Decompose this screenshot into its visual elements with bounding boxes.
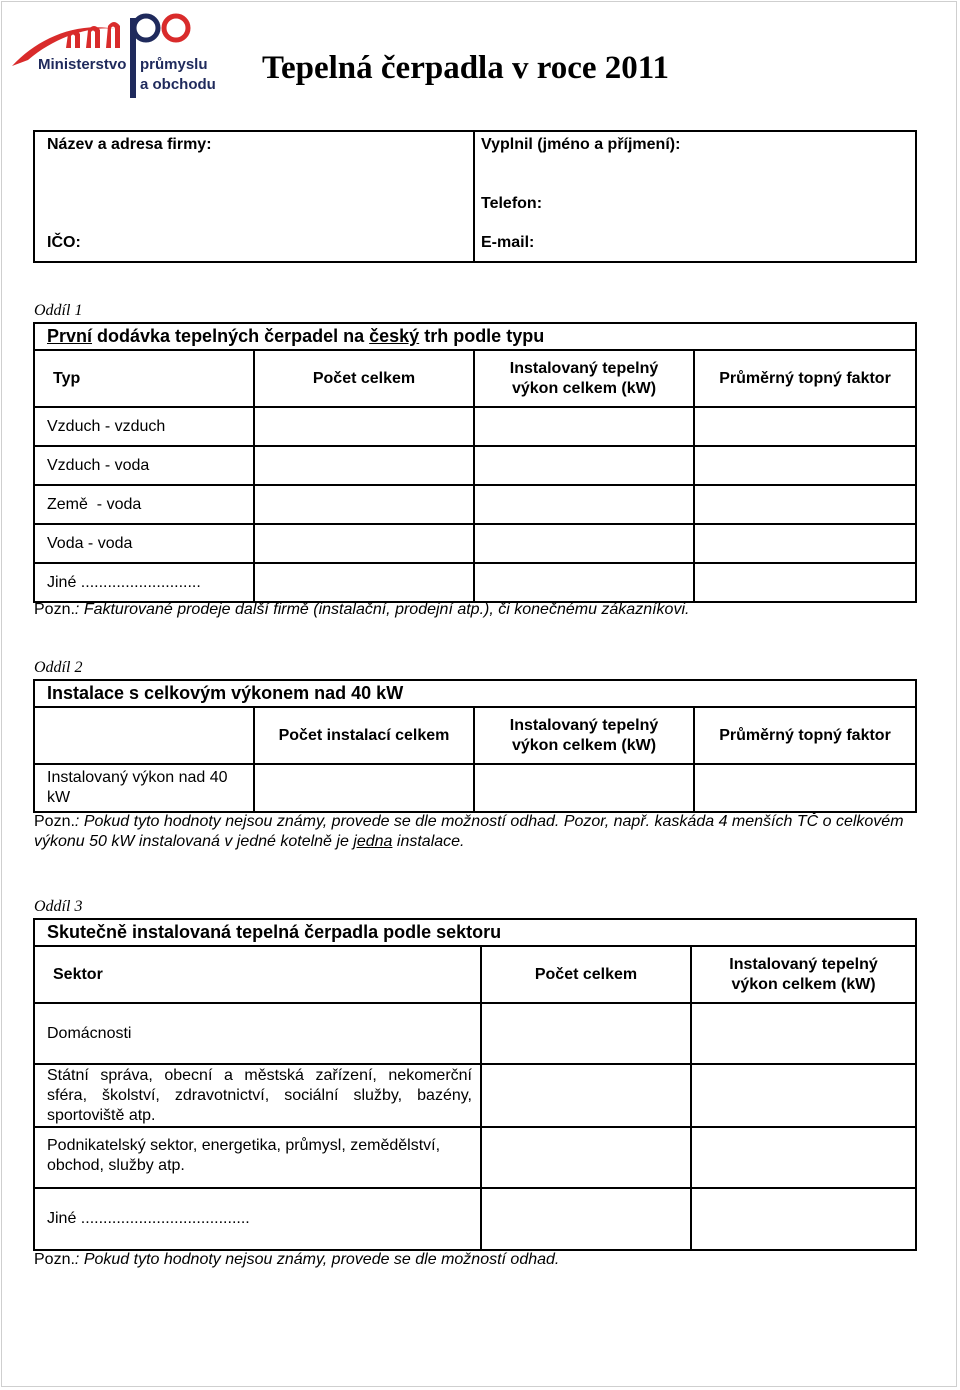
logo-text-line2: průmyslu bbox=[140, 56, 208, 73]
s1-input-factor[interactable] bbox=[694, 524, 916, 563]
s1-input-count[interactable] bbox=[254, 485, 474, 524]
s1-header-power: Instalovaný tepelný výkon celkem (kW) bbox=[474, 350, 694, 407]
section3-title: Skutečně instalovaná tepelná čerpadla podle sektoru bbox=[34, 919, 916, 946]
s1-input-power[interactable] bbox=[474, 524, 694, 563]
s1-input-power[interactable] bbox=[474, 407, 694, 446]
s2-input-factor[interactable] bbox=[694, 764, 916, 812]
section3-table bbox=[33, 918, 917, 1251]
s1-row-label: Jiné ........................... bbox=[34, 563, 254, 602]
logo-text-line3: a obchodu bbox=[140, 76, 216, 93]
s2-header-empty bbox=[34, 707, 254, 764]
section1-note: Pozn.: Fakturované prodeje další firmě (instalační, prodejní atp.), či konečnému zákazníkovi. bbox=[34, 601, 690, 618]
section3-note: Pozn.: Pokud tyto hodnoty nejsou známy, provede se dle možností odhad. bbox=[34, 1251, 560, 1268]
s3-row-label: Jiné ...................................... bbox=[34, 1188, 481, 1250]
section2-note: Pozn.: Pokud tyto hodnoty nejsou známy, provede se dle možností odhad. Pozor, např. kaskáda 4 menších TČ o celkovém výkonu 50 kW instalovaná v jedné kotelně je jedna instalace. bbox=[34, 813, 904, 850]
s2-row-label: Instalovaný výkon nad 40 kW bbox=[34, 764, 254, 812]
section2-title: Instalace s celkovým výkonem nad 40 kW bbox=[34, 680, 916, 707]
s3-input-count[interactable] bbox=[481, 1127, 691, 1188]
s3-input-power[interactable] bbox=[691, 1127, 916, 1188]
section3-label: Oddíl 3 bbox=[34, 898, 83, 915]
s3-row-label: Domácnosti bbox=[34, 1003, 481, 1064]
s1-row-label: Vzduch - vzduch bbox=[34, 407, 254, 446]
s3-header-count: Počet celkem bbox=[481, 946, 691, 1003]
s1-input-count[interactable] bbox=[254, 446, 474, 485]
phone-label: Telefon: bbox=[481, 195, 543, 212]
s1-input-factor[interactable] bbox=[694, 407, 916, 446]
s1-input-factor[interactable] bbox=[694, 563, 916, 602]
s3-row-label: Státní správa, obecní a městská zařízení, nekomerční sféra, školství, zdravotnictví, sociální služby, bazény, sportoviště atp. bbox=[34, 1064, 481, 1127]
s1-input-count[interactable] bbox=[254, 563, 474, 602]
s1-input-power[interactable] bbox=[474, 485, 694, 524]
s1-input-count[interactable] bbox=[254, 524, 474, 563]
email-label: E-mail: bbox=[481, 234, 535, 251]
section1-table bbox=[33, 322, 917, 603]
company-info-table bbox=[33, 130, 917, 263]
section1-title: První dodávka tepelných čerpadel na český trh podle typu bbox=[34, 323, 916, 350]
s3-input-power[interactable] bbox=[691, 1064, 916, 1127]
s3-header-sector: Sektor bbox=[34, 946, 481, 1003]
section2-label: Oddíl 2 bbox=[34, 659, 83, 676]
s3-input-count[interactable] bbox=[481, 1064, 691, 1127]
s1-row-label: Voda - voda bbox=[34, 524, 254, 563]
s1-input-power[interactable] bbox=[474, 563, 694, 602]
s3-input-count[interactable] bbox=[481, 1003, 691, 1064]
company-name-cell[interactable] bbox=[34, 131, 474, 262]
s1-header-type: Typ bbox=[34, 350, 254, 407]
s2-input-power[interactable] bbox=[474, 764, 694, 812]
s1-input-power[interactable] bbox=[474, 446, 694, 485]
s1-input-count[interactable] bbox=[254, 407, 474, 446]
logo-text-line1: Ministerstvo bbox=[38, 56, 127, 73]
s3-row-label: Podnikatelský sektor, energetika, průmysl, zemědělství, obchod, služby atp. bbox=[34, 1127, 481, 1188]
s3-input-count[interactable] bbox=[481, 1188, 691, 1250]
s1-header-count: Počet celkem bbox=[254, 350, 474, 407]
section1-label: Oddíl 1 bbox=[34, 302, 83, 319]
s1-row-label: Země - voda bbox=[34, 485, 254, 524]
s2-input-count[interactable] bbox=[254, 764, 474, 812]
contact-cell[interactable] bbox=[474, 131, 916, 262]
s3-header-power: Instalovaný tepelný výkon celkem (kW) bbox=[691, 946, 916, 1003]
s3-input-power[interactable] bbox=[691, 1003, 916, 1064]
company-name-label: Název a adresa firmy: bbox=[47, 136, 212, 153]
s2-header-factor: Průměrný topný faktor bbox=[694, 707, 916, 764]
s1-input-factor[interactable] bbox=[694, 446, 916, 485]
s1-input-factor[interactable] bbox=[694, 485, 916, 524]
s1-row-label: Vzduch - voda bbox=[34, 446, 254, 485]
filled-by-label: Vyplnil (jméno a příjmení): bbox=[481, 136, 681, 153]
s2-header-power: Instalovaný tepelný výkon celkem (kW) bbox=[474, 707, 694, 764]
ministry-logo bbox=[8, 8, 218, 100]
s2-header-count: Počet instalací celkem bbox=[254, 707, 474, 764]
section2-table bbox=[33, 679, 917, 813]
s1-header-factor: Průměrný topný faktor bbox=[694, 350, 916, 407]
ico-label: IČO: bbox=[47, 234, 81, 251]
page-title: Tepelná čerpadla v roce 2011 bbox=[262, 50, 669, 86]
s3-input-power[interactable] bbox=[691, 1188, 916, 1250]
